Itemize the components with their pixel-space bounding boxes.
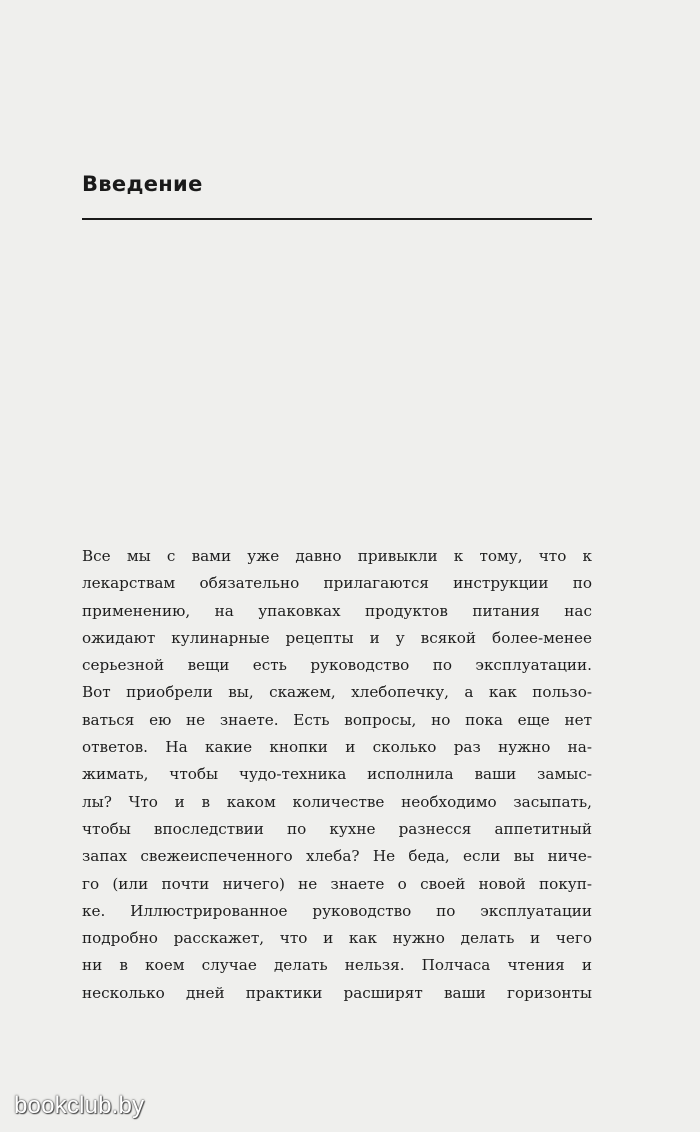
text-line: жимать, чтобы чудо-техника исполнила ваши замыс- [82,765,592,784]
text-line: лы? Что и в каком количестве необходимо засыпать, [82,792,592,811]
text-line: Вот приобрели вы, скажем, хлебопечку, а как пользо- [82,683,592,702]
text-line: чтобы впоследствии по кухне разнесся аппетитный [82,819,592,838]
text-line: подробно расскажет, что и как нужно делать и чего [82,929,592,948]
text-line: ни в коем случае делать нельзя. Полчаса чтения и [82,956,592,975]
title-underline [82,218,592,220]
text-line: несколько дней практики расширят ваши горизонты [82,983,592,1002]
watermark-logo: bookclub.by [14,1092,145,1119]
text-line: ожидают кулинарные рецепты и у всякой более-менее [82,628,592,647]
text-line: лекарствам обязательно прилагаются инструкции по [82,574,592,593]
text-line: ответов. На какие кнопки и сколько раз нужно на- [82,738,592,757]
chapter-title: Введение [82,172,203,196]
text-line: серьезной вещи есть руководство по эксплуатации. [82,656,592,675]
text-line: ваться ею не знаете. Есть вопросы, но пока еще нет [82,710,592,729]
text-line: Все мы с вами уже давно привыкли к тому, что к [82,547,592,565]
text-line: запах свежеиспеченного хлеба? Не беда, если вы ниче- [82,847,592,866]
text-line: го (или почти ничего) не знаете о своей новой покуп- [82,874,592,893]
text-line: применению, на упаковках продуктов питания нас [82,601,592,620]
text-line: ке. Иллюстрированное руководство по эксплуатации [82,901,592,920]
body-paragraph [82,543,592,1007]
